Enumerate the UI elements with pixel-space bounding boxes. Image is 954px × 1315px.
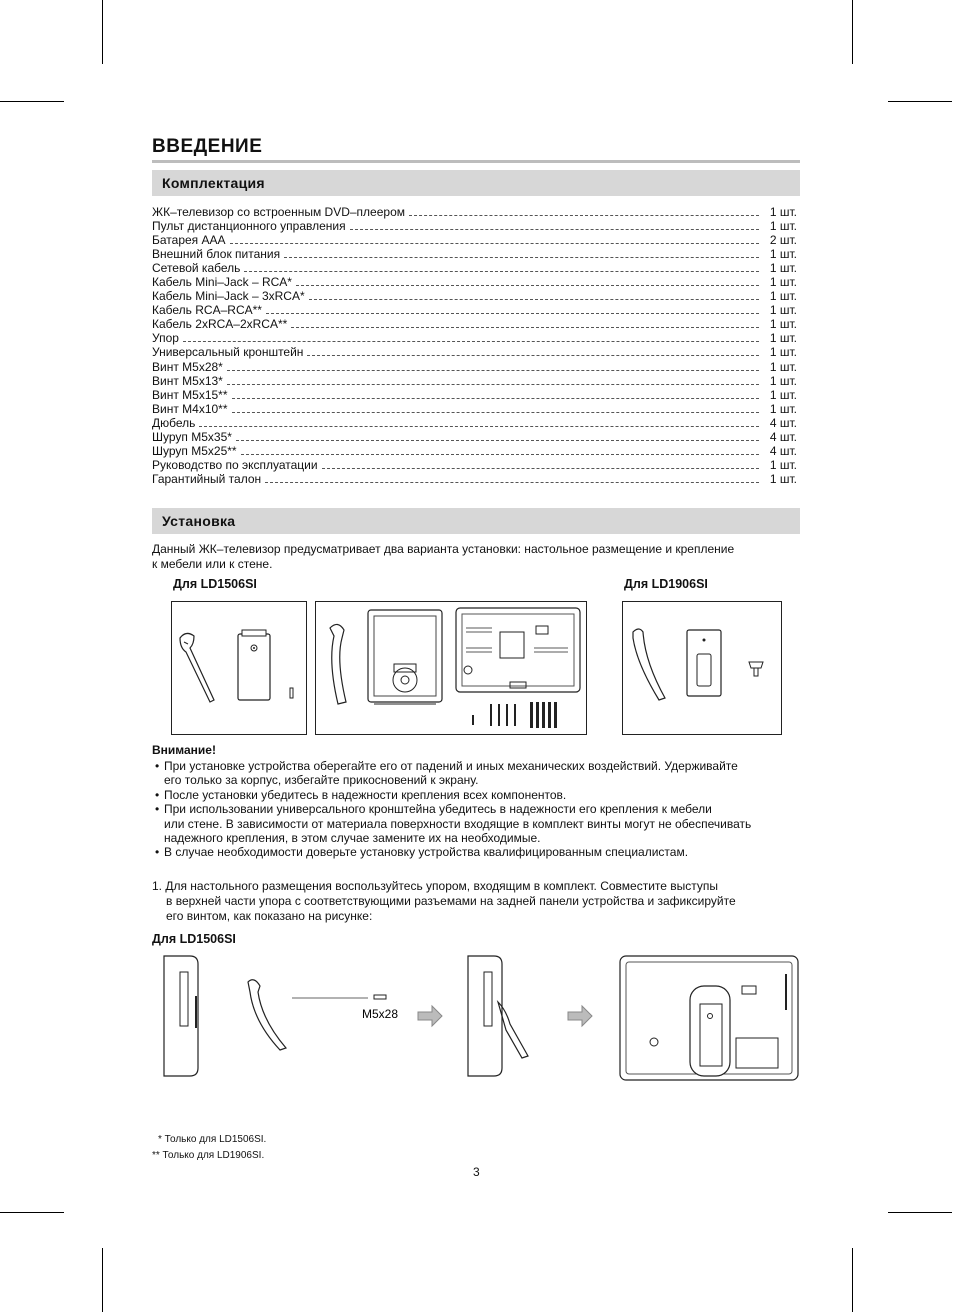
list-item [152, 345, 797, 359]
leader-dots [236, 432, 759, 441]
warning-item [155, 788, 805, 802]
list-item [152, 458, 797, 472]
warning-line: или стене. В зависимости от материала поверхности входящие в комплект винты могут не обеспечивать [164, 816, 752, 831]
item-quantity: 1 шт. [769, 457, 797, 472]
leader-dots [232, 390, 759, 399]
item-name: Винт M5x13* [152, 373, 223, 388]
item-quantity: 1 шт. [769, 345, 797, 360]
section-install-title: Установка [162, 513, 236, 529]
label-ld1906: Для LD1906SI [624, 577, 708, 591]
leader-dots [322, 460, 759, 469]
section-contents-header [152, 170, 800, 196]
item-quantity: 4 шт. [769, 429, 797, 444]
page-number: 3 [473, 1165, 480, 1179]
leader-dots [232, 404, 759, 413]
list-item [152, 374, 797, 388]
title-divider [152, 160, 800, 163]
step-label-ld1506: Для LD1506SI [152, 932, 236, 946]
item-quantity: 1 шт. [769, 331, 797, 346]
list-item [152, 360, 797, 374]
item-name: Батарея ААА [152, 233, 226, 248]
leader-dots [227, 376, 759, 385]
leader-dots [409, 207, 759, 216]
list-item [152, 388, 797, 402]
item-quantity: 1 шт. [769, 205, 797, 219]
list-item [152, 416, 797, 430]
item-name: Внешний блок питания [152, 247, 281, 262]
item-name: Кабель 2xRCA–2xRCA** [152, 317, 288, 332]
warning-line: • После установки убедитесь в надежности крепления всех компонентов. [164, 787, 567, 802]
list-item [152, 219, 797, 233]
item-name: Универсальный кронштейн [152, 345, 304, 360]
figure-ld1506-parts [171, 601, 307, 735]
leader-dots [199, 418, 759, 427]
item-name: Шуруп M5x25** [152, 443, 237, 458]
leader-dots [241, 446, 759, 455]
list-item [152, 233, 797, 247]
crop-mark [852, 0, 853, 64]
step1-line-3: его винтом, как показано на рисунке: [166, 909, 373, 923]
warning-list [155, 759, 805, 860]
item-quantity: 1 шт. [769, 261, 797, 276]
warning-line: • При установке устройства оберегайте его от падений и иных механических воздействий. Удерживайте [164, 759, 738, 773]
item-quantity: 1 шт. [769, 387, 797, 402]
leader-dots [265, 474, 759, 483]
crop-mark [852, 1248, 853, 1312]
item-name: Кабель RCA–RCA** [152, 303, 262, 318]
warning-title: Внимание! [152, 743, 216, 757]
screw-label: M5x28 [362, 1007, 399, 1021]
list-item [152, 317, 797, 331]
page-title: ВВЕДЕНИЕ [152, 136, 263, 157]
item-quantity: 4 шт. [769, 443, 797, 458]
list-item [152, 247, 797, 261]
list-item [152, 289, 797, 303]
item-name: Дюбель [152, 415, 196, 430]
list-item [152, 331, 797, 345]
label-ld1506: Для LD1506SI [173, 577, 257, 591]
crop-mark [888, 1212, 952, 1213]
ld1906-stand-illustration [623, 602, 781, 734]
item-name: Гарантийный талон [152, 471, 262, 486]
list-item [152, 472, 797, 486]
list-item [152, 205, 797, 219]
leader-dots [291, 319, 759, 328]
item-quantity: 1 шт. [769, 275, 797, 290]
item-quantity: 1 шт. [769, 373, 797, 388]
item-quantity: 1 шт. [769, 317, 797, 332]
step1-line-2: в верхней части упора с соответствующими разъемами на задней панели устройства и зафиксируйте [166, 894, 736, 908]
leader-dots [284, 249, 759, 258]
item-quantity: 1 шт. [769, 359, 797, 374]
item-quantity: 2 шт. [769, 233, 797, 248]
item-name: ЖК–телевизор со встроенным DVD–плеером [152, 205, 406, 219]
warning-line: его только за корпус, избегайте прикосновений к экрану. [164, 773, 479, 788]
list-item [152, 444, 797, 458]
item-quantity: 1 шт. [769, 219, 797, 234]
item-quantity: 1 шт. [769, 247, 797, 262]
item-quantity: 4 шт. [769, 415, 797, 430]
item-name: Руководство по эксплуатации [152, 457, 318, 472]
contents-list [152, 205, 797, 486]
leader-dots [309, 291, 759, 300]
figure-ld1506-assembly [315, 601, 587, 735]
item-name: Шуруп M5x35* [152, 429, 232, 444]
warning-item [155, 759, 805, 788]
section-contents-title: Комплектация [162, 175, 265, 191]
leader-dots [230, 235, 759, 244]
crop-mark [888, 101, 952, 102]
warning-item [155, 802, 805, 845]
list-item [152, 303, 797, 317]
item-name: Пульт дистанционного управления [152, 219, 346, 234]
item-name: Кабель Mini–Jack – RCA* [152, 275, 292, 290]
list-item [152, 402, 797, 416]
crop-mark [102, 0, 103, 64]
leader-dots [227, 362, 759, 371]
item-name: Сетевой кабель [152, 261, 241, 276]
item-name: Упор [152, 331, 179, 346]
section-install-header [152, 508, 800, 534]
leader-dots [307, 347, 759, 356]
crop-mark [0, 101, 64, 102]
leader-dots [266, 305, 759, 314]
install-intro-line-2: к мебели или к стене. [152, 557, 273, 571]
item-name: Винт M5x15** [152, 387, 228, 402]
item-name: Винт M4x10** [152, 401, 228, 416]
crop-mark [102, 1248, 103, 1312]
leader-dots [350, 221, 759, 230]
step1-line-1: 1. Для настольного размещения воспользуйтесь упором, входящим в комплект. Совместите выступы [152, 879, 719, 893]
warning-line: надежного крепления, в этом случае замените их на необходимые. [164, 831, 541, 846]
assembly-illustration [316, 602, 586, 734]
list-item [152, 261, 797, 275]
crop-mark [0, 1212, 64, 1213]
footnote-1: * Только для LD1506SI. [158, 1134, 267, 1145]
leader-dots [296, 277, 759, 286]
figure-ld1906-parts [622, 601, 782, 735]
list-item [152, 430, 797, 444]
leader-dots [244, 263, 759, 272]
warning-line: • При использовании универсального кронштейна убедитесь в надежности его крепления к мебели [164, 802, 712, 817]
item-quantity: 1 шт. [769, 471, 797, 486]
item-name: Кабель Mini–Jack – 3xRCA* [152, 289, 305, 304]
item-quantity: 1 шт. [769, 401, 797, 416]
step1-illustration [150, 950, 810, 1085]
item-quantity: 1 шт. [769, 289, 797, 304]
item-quantity: 1 шт. [769, 303, 797, 318]
stand-and-bracket-illustration [172, 602, 306, 734]
warning-item [155, 845, 805, 859]
install-intro-line-1: Данный ЖК–телевизор предусматривает два варианта установки: настольное размещение и крепление [152, 542, 735, 556]
warning-line: • В случае необходимости доверьте установку устройства квалифицированным специалистам. [164, 845, 689, 860]
list-item [152, 275, 797, 289]
footnote-2: ** Только для LD1906SI. [152, 1150, 265, 1161]
item-name: Винт M5x28* [152, 359, 223, 374]
leader-dots [183, 333, 759, 342]
